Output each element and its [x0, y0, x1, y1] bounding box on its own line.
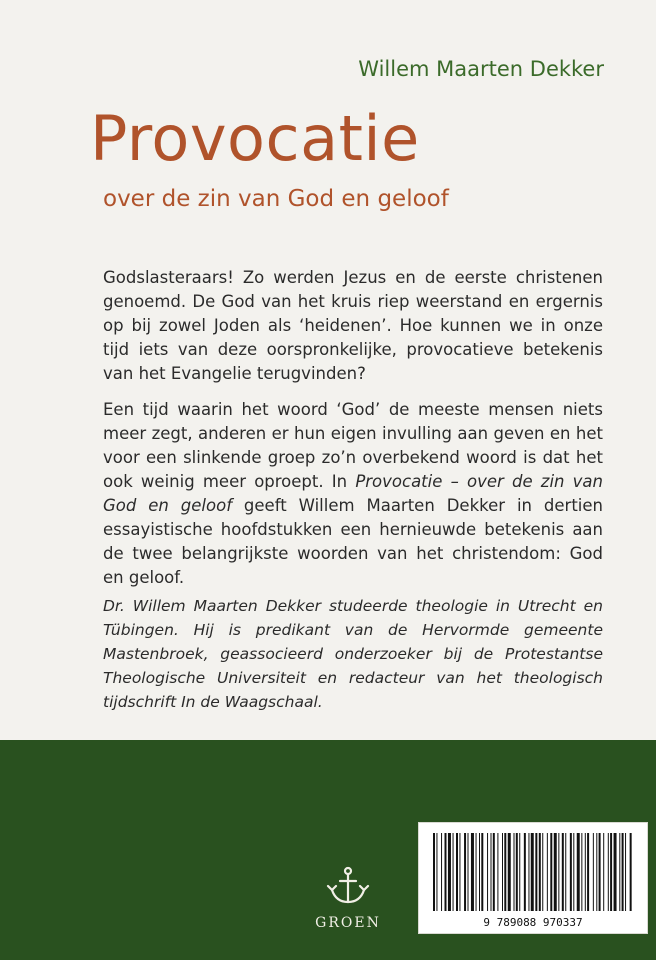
- barcode-number: 9 789088 970337: [483, 916, 583, 929]
- author-name: Willem Maarten Dekker: [358, 57, 604, 81]
- book-title: Provocatie: [90, 102, 420, 175]
- publisher-anchor-icon: [318, 866, 378, 906]
- description-book-title: Provocatie – over de zin van God en geloof: [103, 472, 603, 515]
- book-subtitle: over de zin van God en geloof: [103, 186, 449, 212]
- description-text-2: geeft Willem Maarten Dekker in dertien essayistische hoofdstukken een hernieuwde betekenis aan de twee belangrijkste woorden van het christendom: God en geloof.: [103, 496, 603, 587]
- author-bio: Dr. Willem Maarten Dekker studeerde theologie in Utrecht en Tübingen. Hij is predikant van de Hervormde gemeente Mastenbroek, geassocieerd onderzoeker bij de Protestantse Theologische Universiteit en redacteur van het theologisch tijdschrift In de Waagschaal.: [103, 597, 603, 711]
- barcode-box: [418, 822, 648, 934]
- description-paragraph: [103, 398, 603, 590]
- publisher-name: GROEN: [315, 915, 381, 931]
- intro-paragraph: Godslasteraars! Zo werden Jezus en de eerste christenen genoemd. De God van het kruis riep weerstand en ergernis op bij zowel Joden als ‘heidenen’. Hoe kunnen we in onze tijd iets van deze oorspronkelijke, provocatieve betekenis van het Evangelie terugvinden?: [103, 268, 603, 383]
- barcode-icon: [429, 833, 637, 911]
- description-text-1: Een tijd waarin het woord ‘God’ de meeste mensen niets meer zegt, anderen er hun eigen invulling aan geven en het voor een slinkende groep zo’n overbekend woord is dat het ook weinig meer oproept. In: [103, 400, 603, 491]
